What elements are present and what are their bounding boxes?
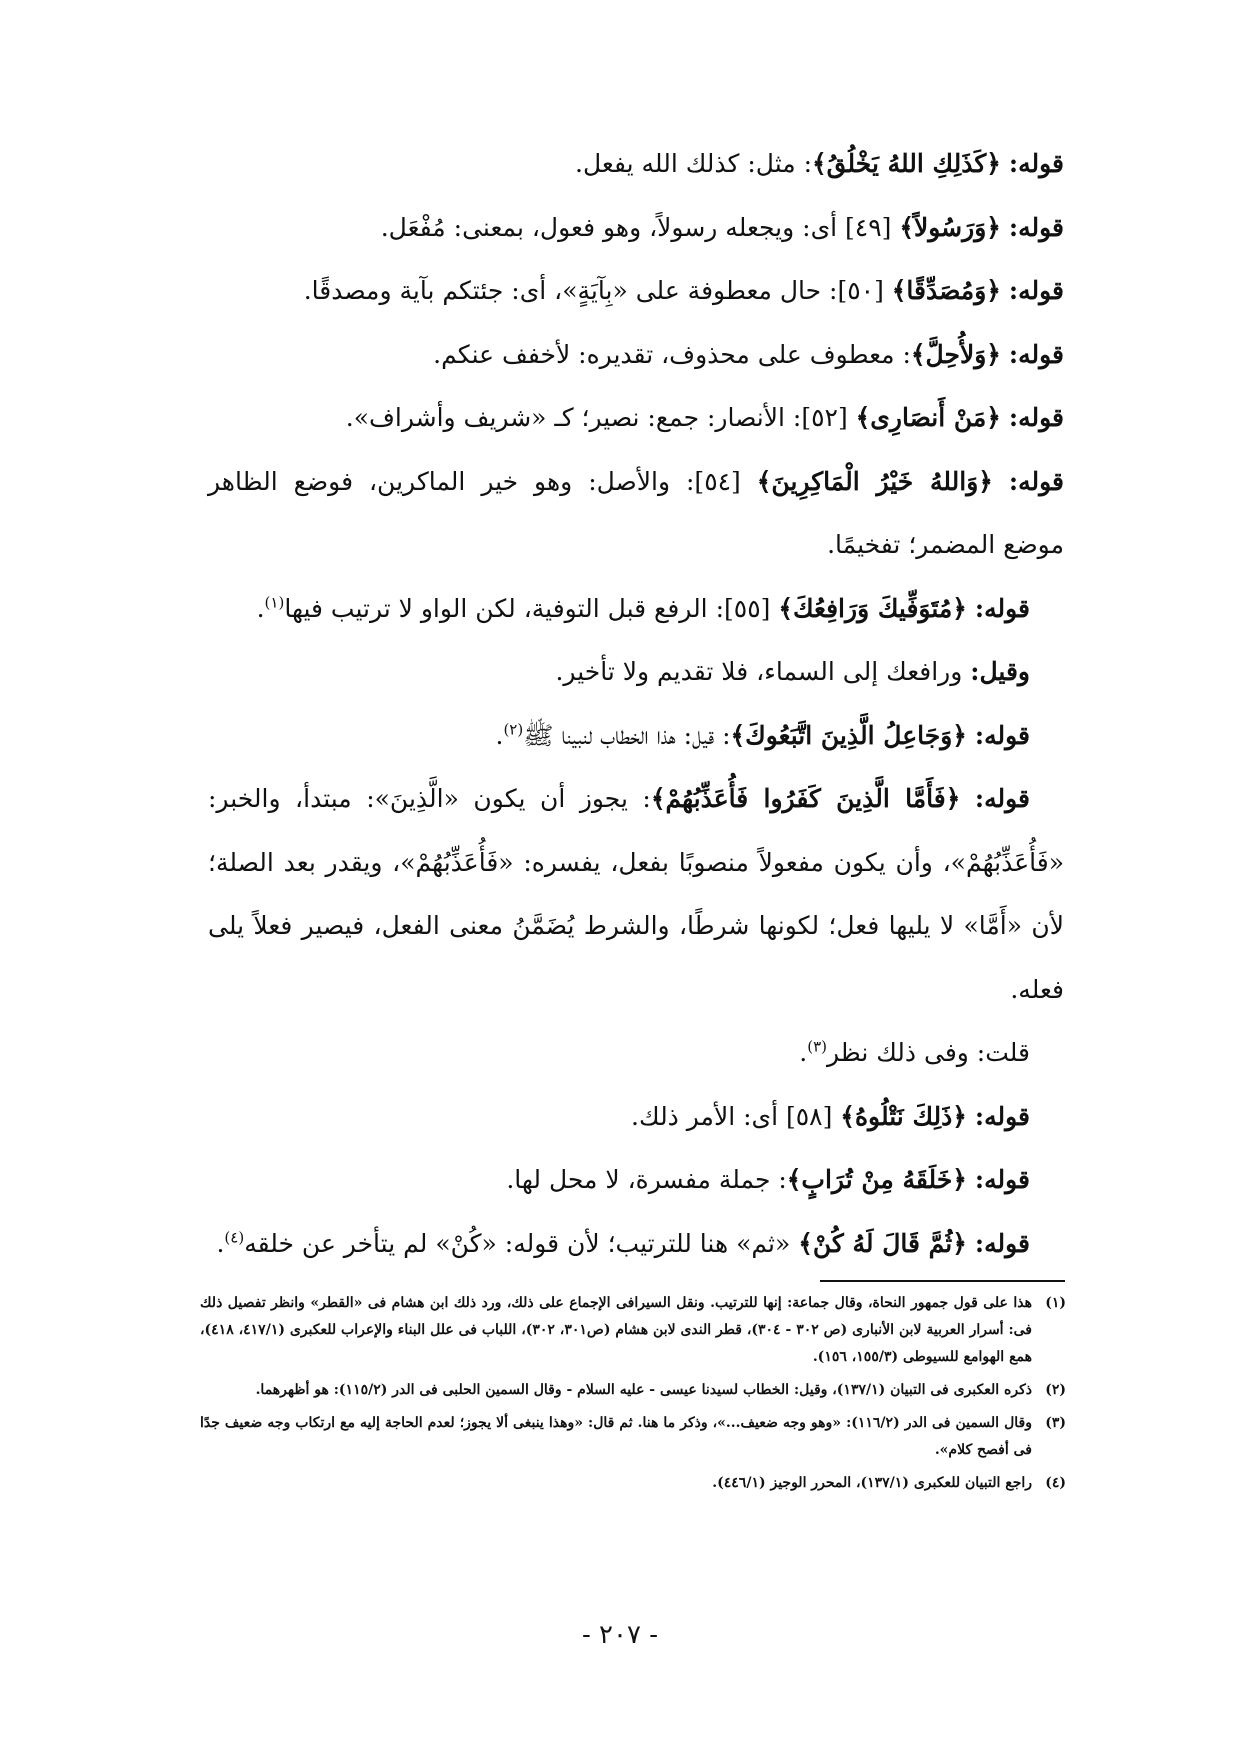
footnote-number: (١) bbox=[1045, 1295, 1066, 1311]
footnote-ref[interactable]: (٢) bbox=[503, 720, 524, 739]
line-keyword: قوله: bbox=[974, 593, 1030, 623]
line-text: «ثم» هنا للترتيب؛ لأن قوله: «كُنْ» لم يتأخر عن خلقه bbox=[244, 1228, 799, 1258]
line-text: : معطوف على محذوف، تقديره: لأخفف عنكم. bbox=[433, 339, 911, 369]
line-text: : مثل: كذلك الله يفعل. bbox=[575, 149, 813, 178]
quran-quote: ﴿كَذَلِكِ اللهُ يَخْلُقُ﴾ bbox=[812, 149, 1001, 178]
line-keyword: وقيل: bbox=[970, 657, 1030, 686]
line-text: لأن «أَمَّا» لا يليها فعل؛ لكونها شرطًا، والشرط يُضَمَّنُ معنى الفعل، فيصير فعلاً يلى bbox=[208, 911, 1064, 940]
footnote-text: هذا على قول جمهور النحاة، وقال جماعة: إنها للترتيب. ونقل السيرافى الإجماع على ذلك، ورد ذلك ابن هشام فى «القطر» وانظر تفصيل ذلك فى: أسرار العربية لابن الأنبارى (ص ٣٠٢ - ٣٠٤)، قطر الندى لابن هشام (ص٣٠١، ٣٠٢)، اللباب فى علل البناء والإعراب للعكبرى (٤١٧/١، ٤١٨)، همع الهوامع للسيوطى (١٥٥/٣، ١٥٦). bbox=[200, 1295, 1032, 1365]
quran-quote: ﴿فَأَمَّا الَّذِينَ كَفَرُوا فَأُعَذِّبُهُمْ﴾ bbox=[650, 784, 961, 813]
quran-quote: ﴿وَرَسُولاً﴾ bbox=[899, 212, 1001, 242]
text-line bbox=[208, 271, 1064, 311]
text-line bbox=[208, 1224, 1064, 1264]
text-line bbox=[208, 1160, 1064, 1200]
quran-quote: ﴿مُتَوَفِّيكَ وَرَافِعُكَ﴾ bbox=[778, 593, 967, 623]
footnote-ref[interactable]: (٤) bbox=[224, 1228, 245, 1247]
text-line bbox=[208, 970, 1064, 1010]
text-line bbox=[208, 652, 1064, 692]
quran-quote: ﴿مَنْ أَنصَارِى﴾ bbox=[855, 403, 1001, 432]
line-keyword: قوله: bbox=[1008, 276, 1064, 305]
footnote-number: (٣) bbox=[1045, 1415, 1066, 1431]
footnotes bbox=[200, 1290, 1066, 1503]
line-keyword: قوله: bbox=[1008, 339, 1064, 369]
quran-quote: ﴿خَلَقَهُ مِنْ تُرَابٍ﴾ bbox=[786, 1165, 967, 1194]
line-text: [٤٩] أى: ويجعله رسولاً، وهو فعول، بمعنى: مُفْعَل. bbox=[380, 212, 900, 242]
footnote bbox=[200, 1290, 1066, 1371]
line-tail: . bbox=[216, 1228, 225, 1258]
line-text: [٥٤]: والأصل: وهو خير الماكرين، فوضع الظاهر bbox=[208, 466, 757, 496]
line-text: [٥٠]: حال معطوفة على «بِآيَةٍ»، أى: جئتكم بآية ومصدقًا. bbox=[303, 276, 892, 305]
text-line bbox=[208, 716, 1064, 756]
text-line bbox=[208, 1097, 1064, 1137]
footnote-number: (٤) bbox=[1045, 1475, 1066, 1491]
line-keyword: قوله: bbox=[974, 720, 1030, 750]
line-keyword: قوله: bbox=[1008, 403, 1064, 432]
line-text: : يجوز أن يكون «الَّذِينَ»: مبتدأ، والخبر: bbox=[208, 784, 651, 813]
line-tail: . bbox=[495, 720, 504, 750]
footnote-number: (٢) bbox=[1045, 1382, 1066, 1398]
text-line bbox=[208, 462, 1064, 502]
page-number: - ٢٠٧ - bbox=[581, 1620, 659, 1650]
text-line bbox=[208, 335, 1064, 375]
text-line bbox=[208, 208, 1064, 248]
line-keyword: قوله: bbox=[974, 1228, 1030, 1258]
text-line bbox=[208, 398, 1064, 438]
text-line bbox=[208, 525, 1064, 565]
text-line bbox=[208, 906, 1064, 946]
line-text: فعله. bbox=[1010, 974, 1064, 1004]
line-text: قلت: وفى ذلك نظر bbox=[827, 1038, 1030, 1067]
footnote-text: ذكره العكبرى فى التبيان (١٣٧/١)، وقيل: الخطاب لسيدنا عيسى - عليه السلام - وقال السمين الحلبى فى الدر (١١٥/٢): هو أظهرهما. bbox=[255, 1382, 1032, 1398]
line-text: [٥٥]: الرفع قبل التوفية، لكن الواو لا ترتيب فيها bbox=[284, 593, 779, 623]
line-tail: . bbox=[256, 593, 265, 623]
footnote bbox=[200, 1470, 1066, 1497]
main-text bbox=[208, 144, 1064, 1287]
footnote-ref[interactable]: (١) bbox=[264, 593, 285, 612]
quran-quote: ﴿وَجَاعِلُ الَّذِينَ اتَّبَعُوكَ﴾ bbox=[730, 720, 967, 750]
footnote bbox=[200, 1377, 1066, 1404]
text-line bbox=[208, 843, 1064, 883]
footnote-text: راجع التبيان للعكبرى (١٣٧/١)، المحرر الوجيز (٤٤٦/١). bbox=[712, 1475, 1032, 1491]
text-line bbox=[208, 1033, 1064, 1073]
line-keyword: قوله: bbox=[1008, 466, 1065, 496]
footnote bbox=[200, 1410, 1066, 1464]
line-keyword: قوله: bbox=[1008, 149, 1064, 178]
line-keyword: قوله: bbox=[974, 1101, 1030, 1131]
footnote-text: وقال السمين فى الدر (١١٦/٢): «وهو وجه ضعيف...»، وذكر ما هنا. ثم قال: «وهذا ينبغى ألا يجوز؛ لعدم الحاجة إليه مع ارتكاب وجه ضعيف جدًا فى أفصح كلام». bbox=[200, 1415, 1033, 1458]
line-tail: . bbox=[799, 1038, 808, 1067]
line-text: : جملة مفسرة، لا محل لها. bbox=[506, 1165, 787, 1194]
line-text: [٥٢]: الأنصار: جمع: نصير؛ كـ «شريف وأشراف». bbox=[345, 403, 856, 432]
quran-quote: ﴿وَمُصَدِّقًا﴾ bbox=[891, 276, 1001, 305]
line-text: : قيل: هذا الخطاب لنبينا ﷺ bbox=[523, 720, 731, 750]
text-line bbox=[208, 589, 1064, 629]
line-text: [٥٨] أى: الأمر ذلك. bbox=[631, 1101, 841, 1131]
line-text: موضع المضمر؛ تفخيمًا. bbox=[827, 530, 1064, 559]
quran-quote: ﴿وَلأُحِلَّ﴾ bbox=[910, 339, 1001, 369]
footnote-ref[interactable]: (٣) bbox=[807, 1037, 828, 1056]
quran-quote: ﴿وَاللهُ خَيْرُ الْمَاكِرِينَ﴾ bbox=[756, 466, 993, 496]
line-text: «فَأُعَذِّبُهُمْ»، وأن يكون مفعولاً منصوبًا بفعل، يفسره: «فَأُعَذِّبُهُمْ»، ويقدر بعد الصلة؛ bbox=[208, 847, 1064, 877]
quran-quote: ﴿ذَلِكَ نَتْلُوهُ﴾ bbox=[840, 1101, 967, 1131]
text-line bbox=[208, 779, 1064, 819]
footnote-divider bbox=[820, 1280, 1065, 1282]
line-keyword: قوله: bbox=[974, 1165, 1030, 1194]
line-text: ورافعك إلى السماء، فلا تقديم ولا تأخير. bbox=[555, 657, 971, 686]
text-line bbox=[208, 144, 1064, 184]
line-keyword: قوله: bbox=[974, 784, 1031, 813]
quran-quote: ﴿ثُمَّ قَالَ لَهُ كُنْ﴾ bbox=[798, 1228, 967, 1258]
line-keyword: قوله: bbox=[1008, 212, 1064, 242]
